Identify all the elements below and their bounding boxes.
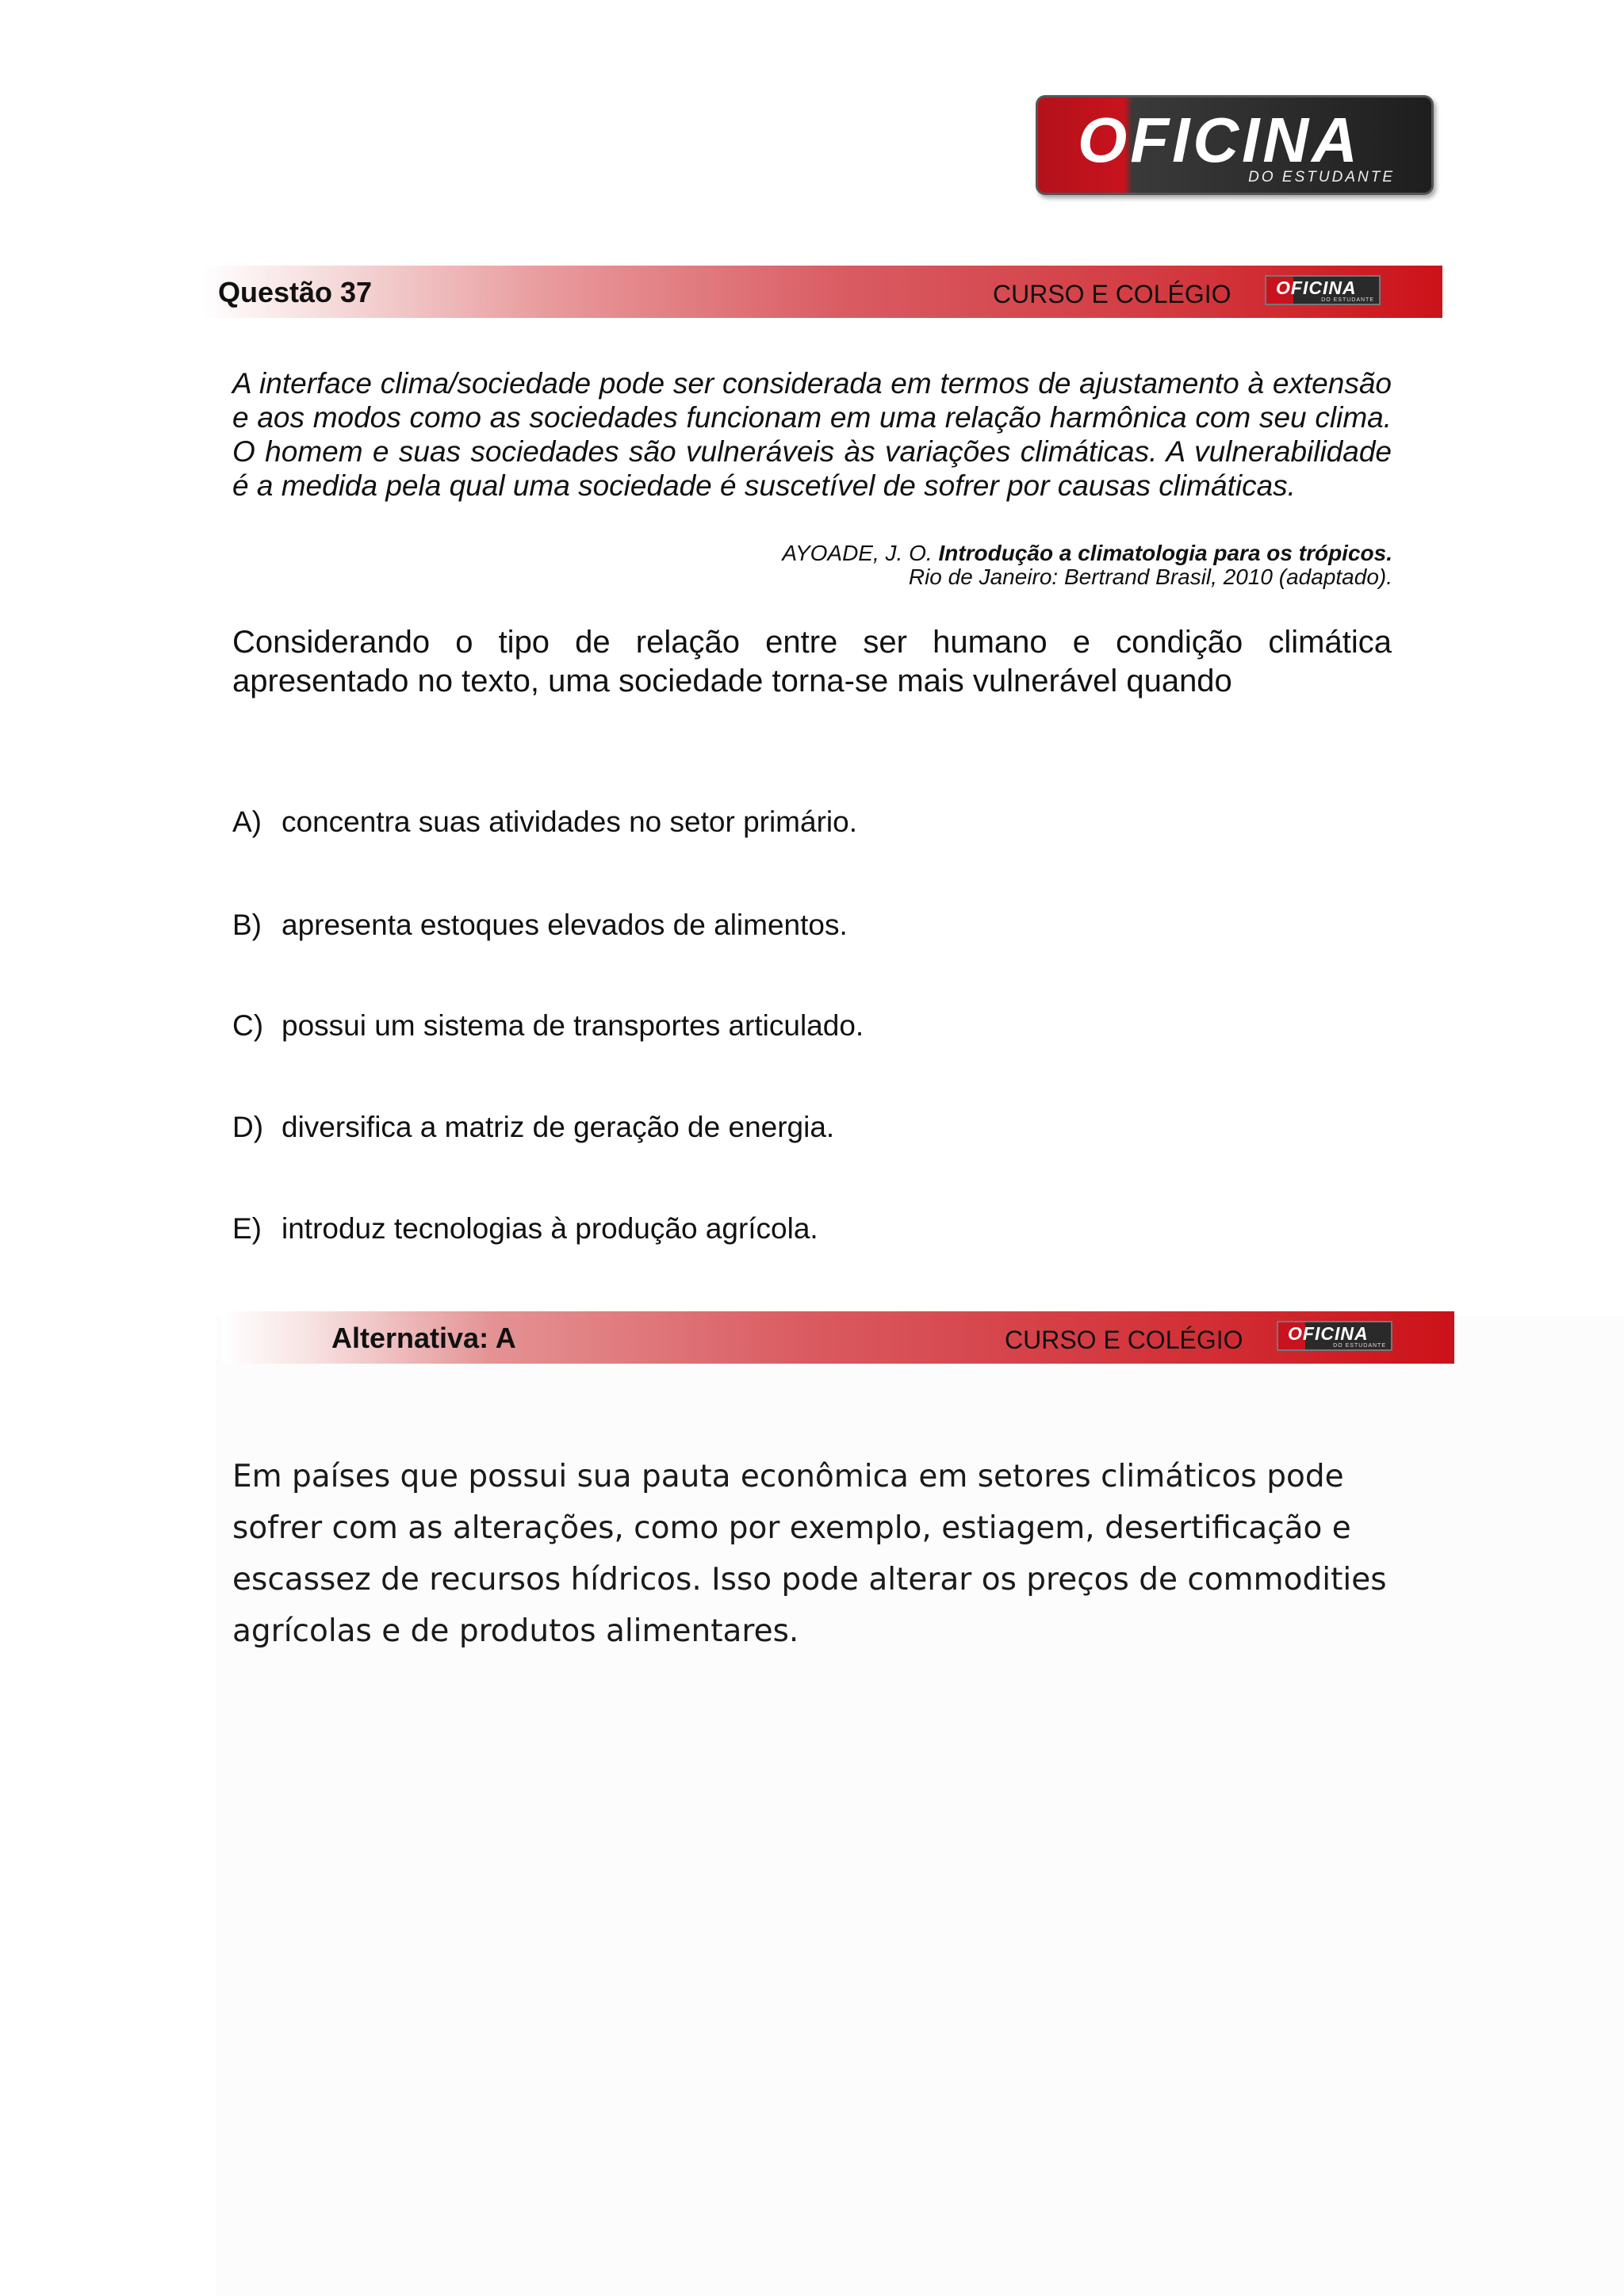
- citation-title: Introdução a climatologia para os trópicos.: [938, 541, 1392, 565]
- option-e: [232, 1214, 818, 1243]
- option-text: concentra suas atividades no setor primário.: [282, 806, 857, 838]
- citation-publisher: Rio de Janeiro: Bertrand Brasil, 2010 (adaptado).: [908, 564, 1392, 589]
- option-text: diversifica a matriz de geração de energia.: [282, 1111, 835, 1143]
- school-label: CURSO E COLÉGIO: [1005, 1326, 1243, 1354]
- option-text: introduz tecnologias à produção agrícola.: [282, 1212, 818, 1245]
- option-a: [232, 807, 857, 836]
- mini-logo-subtext: DO ESTUDANTE: [1321, 297, 1374, 303]
- option-letter: B): [232, 909, 262, 941]
- mini-logo-wordmark: OFICINA: [1288, 1323, 1369, 1344]
- logo-subtext: DO ESTUDANTE: [1248, 169, 1395, 186]
- question-number: Questão 37: [218, 276, 373, 308]
- option-d: [232, 1112, 834, 1142]
- answer-explanation: Em países que possui sua pauta econômica em setores climáticos pode sofrer com as alterações, como por exemplo, estiagem, desertificação e escassez de recursos hídricos. Isso pode alterar os preços de commodities agrícolas e de produtos alimentares.: [232, 1459, 1387, 1649]
- question-stem: Considerando o tipo de relação entre ser humano e condição climática apresentado no texto, uma sociedade torna-se mais vulnerável quando: [232, 625, 1392, 698]
- excerpt-text: A interface clima/sociedade pode ser considerada em termos de ajustamento à extensão e aos modos como as sociedades funcionam em uma relação harmônica com seu clima. O homem e suas sociedades são vulneráveis às variações climáticas. A vulnerabilidade é a medida pela qual uma sociedade é suscetível de sofrer por causas climáticas.: [232, 367, 1392, 502]
- mini-logo: [1265, 275, 1381, 305]
- option-text: possui um sistema de transportes articulado.: [282, 1009, 864, 1042]
- oficina-logo: [1036, 95, 1434, 195]
- school-label: CURSO E COLÉGIO: [993, 280, 1231, 308]
- option-c: [232, 1011, 864, 1040]
- mini-logo-wordmark: OFICINA: [1276, 277, 1357, 298]
- option-letter: A): [232, 806, 262, 838]
- option-letter: D): [232, 1111, 264, 1143]
- answer-banner: [222, 1311, 1454, 1364]
- mini-logo-subtext: DO ESTUDANTE: [1333, 1343, 1386, 1349]
- logo-wordmark: OFICINA: [1078, 105, 1361, 175]
- citation-author: AYOADE, J. O.: [782, 541, 933, 565]
- option-letter: C): [232, 1009, 264, 1042]
- option-text: apresenta estoques elevados de alimentos.: [282, 909, 848, 941]
- citation-line-1: [782, 542, 1392, 564]
- option-letter: E): [232, 1212, 262, 1245]
- question-banner: [202, 266, 1442, 318]
- mini-logo: [1277, 1321, 1392, 1351]
- answer-label: Alternativa: A: [331, 1322, 516, 1354]
- option-b: [232, 910, 848, 939]
